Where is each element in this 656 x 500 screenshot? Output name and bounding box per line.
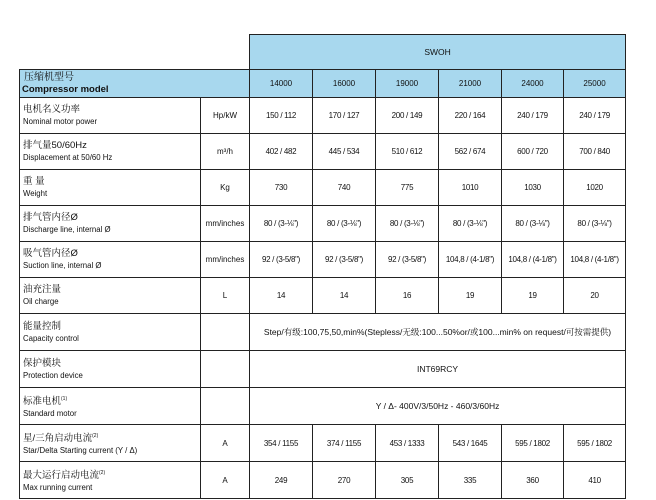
row-label-zh: 排气量50/60Hz <box>23 140 87 151</box>
row-label-en: Protection device <box>23 370 83 380</box>
spec-row <box>20 134 626 170</box>
value-cell: 20 <box>564 278 626 314</box>
value-cell: 410 <box>564 462 626 499</box>
value-cell: 240 / 179 <box>564 98 626 134</box>
row-label <box>20 351 201 388</box>
model-cell: 14000 <box>250 70 313 98</box>
row-label-en: Capacity control <box>23 333 79 343</box>
row-label-zh: 保护模块 <box>23 357 62 369</box>
unit-cell <box>201 388 250 425</box>
row-label-zh: 能量控制 <box>23 320 62 332</box>
unit-cell: Hp/kW <box>201 98 250 134</box>
model-cell: 25000 <box>564 70 626 98</box>
protection-value: INT69RCY <box>250 351 626 388</box>
spec-row <box>20 242 626 278</box>
spec-row <box>20 206 626 242</box>
value-cell: 600 / 720 <box>502 134 564 170</box>
row-label-zh: 排气管内径Ø <box>23 212 78 223</box>
unit-cell: m³/h <box>201 134 250 170</box>
value-cell: 104,8 / (4-1/8") <box>439 242 502 278</box>
row-label-en: Displacement at 50/60 Hz <box>23 153 113 162</box>
row-label <box>20 462 201 499</box>
footnote-mark: (2) <box>99 469 106 476</box>
model-cell: 16000 <box>313 70 376 98</box>
row-label-en: Suction line, internal Ø <box>23 261 102 270</box>
value-cell: 335 <box>439 462 502 499</box>
value-cell: 104,8 / (4-1/8") <box>502 242 564 278</box>
row-label-zh: 最大运行启动电流$^{(2)}$ <box>23 469 106 482</box>
spec-row-motor <box>20 388 626 425</box>
row-label <box>20 425 201 462</box>
value-cell: 80 / (3-⅛") <box>439 206 502 242</box>
value-cell: 543 / 1645 <box>439 425 502 462</box>
value-cell: 80 / (3-⅛") <box>376 206 439 242</box>
model-cell: 21000 <box>439 70 502 98</box>
value-cell: 200 / 149 <box>376 98 439 134</box>
value-cell: 14 <box>250 278 313 314</box>
spec-row <box>20 278 626 314</box>
row-label-zh: 电机名义功率 <box>23 104 81 115</box>
spec-row <box>20 170 626 206</box>
value-cell: 80 / (3-⅛") <box>502 206 564 242</box>
value-cell: 453 / 1333 <box>376 425 439 462</box>
value-cell: 150 / 112 <box>250 98 313 134</box>
model-cell: 24000 <box>502 70 564 98</box>
value-cell: 510 / 612 <box>376 134 439 170</box>
unit-cell: L <box>201 278 250 314</box>
row-label-en: Star/Delta Starting current (Y / Δ) <box>23 446 138 456</box>
value-cell: 374 / 1155 <box>313 425 376 462</box>
value-cell: 402 / 482 <box>250 134 313 170</box>
value-cell: 104,8 / (4-1/8") <box>564 242 626 278</box>
row-label <box>20 388 201 425</box>
value-cell: 730 <box>250 170 313 206</box>
model-label-cell <box>20 70 250 98</box>
value-cell: 305 <box>376 462 439 499</box>
row-label-en: Weight <box>23 189 48 198</box>
value-cell: 220 / 164 <box>439 98 502 134</box>
value-cell: 270 <box>313 462 376 499</box>
unit-cell <box>201 314 250 351</box>
row-label-en: Standard motor <box>23 409 77 419</box>
value-cell: 354 / 1155 <box>250 425 313 462</box>
value-cell: 80 / (3-⅛") <box>313 206 376 242</box>
spec-row-starting <box>20 425 626 462</box>
unit-cell: A <box>201 462 250 499</box>
spec-row-protection <box>20 351 626 388</box>
row-label-en: Discharge line, internal Ø <box>23 225 111 234</box>
unit-cell: Kg <box>201 170 250 206</box>
value-cell: 80 / (3-⅛") <box>250 206 313 242</box>
row-label-zh: 吸气管内径Ø <box>23 248 78 259</box>
model-cell: 19000 <box>376 70 439 98</box>
value-cell: 740 <box>313 170 376 206</box>
value-cell: 700 / 840 <box>564 134 626 170</box>
unit-cell: A <box>201 425 250 462</box>
row-label <box>20 170 201 206</box>
value-cell: 1010 <box>439 170 502 206</box>
value-cell: 595 / 1802 <box>502 425 564 462</box>
row-label <box>20 98 201 134</box>
row-label-en: Nominal motor power <box>23 117 98 126</box>
row-label <box>20 314 201 351</box>
value-cell: 16 <box>376 278 439 314</box>
row-label-zh: 星/三角启动电流$^{(2)}$ <box>23 432 99 445</box>
value-cell: 562 / 674 <box>439 134 502 170</box>
row-label <box>20 278 201 314</box>
spec-table <box>19 34 626 499</box>
row-label-zh: 油充注量 <box>23 284 62 295</box>
footnote-mark: (1) <box>61 395 68 402</box>
value-cell: 92 / (3-5/8") <box>313 242 376 278</box>
row-label <box>20 242 201 278</box>
value-cell: 92 / (3-5/8") <box>250 242 313 278</box>
spec-row-running <box>20 462 626 499</box>
value-cell: 595 / 1802 <box>564 425 626 462</box>
value-cell: 92 / (3-5/8") <box>376 242 439 278</box>
value-cell: 1020 <box>564 170 626 206</box>
model-label-en: Compressor model <box>22 83 109 95</box>
row-label <box>20 206 201 242</box>
value-cell: 80 / (3-⅛") <box>564 206 626 242</box>
spec-row-capacity <box>20 314 626 351</box>
model-header-row <box>20 70 626 98</box>
unit-cell: mm/inches <box>201 242 250 278</box>
value-cell: 445 / 534 <box>313 134 376 170</box>
value-cell: 249 <box>250 462 313 499</box>
value-cell: 19 <box>502 278 564 314</box>
model-label-zh: 压缩机型号 <box>24 71 74 83</box>
value-cell: 170 / 127 <box>313 98 376 134</box>
row-label-en: Max running current <box>23 483 93 493</box>
series-header: SWOH <box>250 35 626 70</box>
row-label-zh: 标准电机$^{(1)}$ <box>23 395 68 408</box>
row-label-zh: 重 量 <box>23 176 45 187</box>
row-label <box>20 134 201 170</box>
unit-cell: mm/inches <box>201 206 250 242</box>
value-cell: 240 / 179 <box>502 98 564 134</box>
unit-cell <box>201 351 250 388</box>
footnote-mark: (2) <box>92 432 99 439</box>
row-label-en: Oil charge <box>23 297 59 306</box>
spec-row <box>20 98 626 134</box>
value-cell: 775 <box>376 170 439 206</box>
value-cell: 14 <box>313 278 376 314</box>
motor-value: Y / Δ- 400V/3/50Hz - 460/3/60Hz <box>250 388 626 425</box>
capacity-value: Step/有级:100,75,50,min%(Stepless/无级:100...50%or/或100...min% on request/可按需提供) <box>250 314 626 351</box>
value-cell: 1030 <box>502 170 564 206</box>
value-cell: 360 <box>502 462 564 499</box>
value-cell: 19 <box>439 278 502 314</box>
blank-corner <box>20 35 250 70</box>
